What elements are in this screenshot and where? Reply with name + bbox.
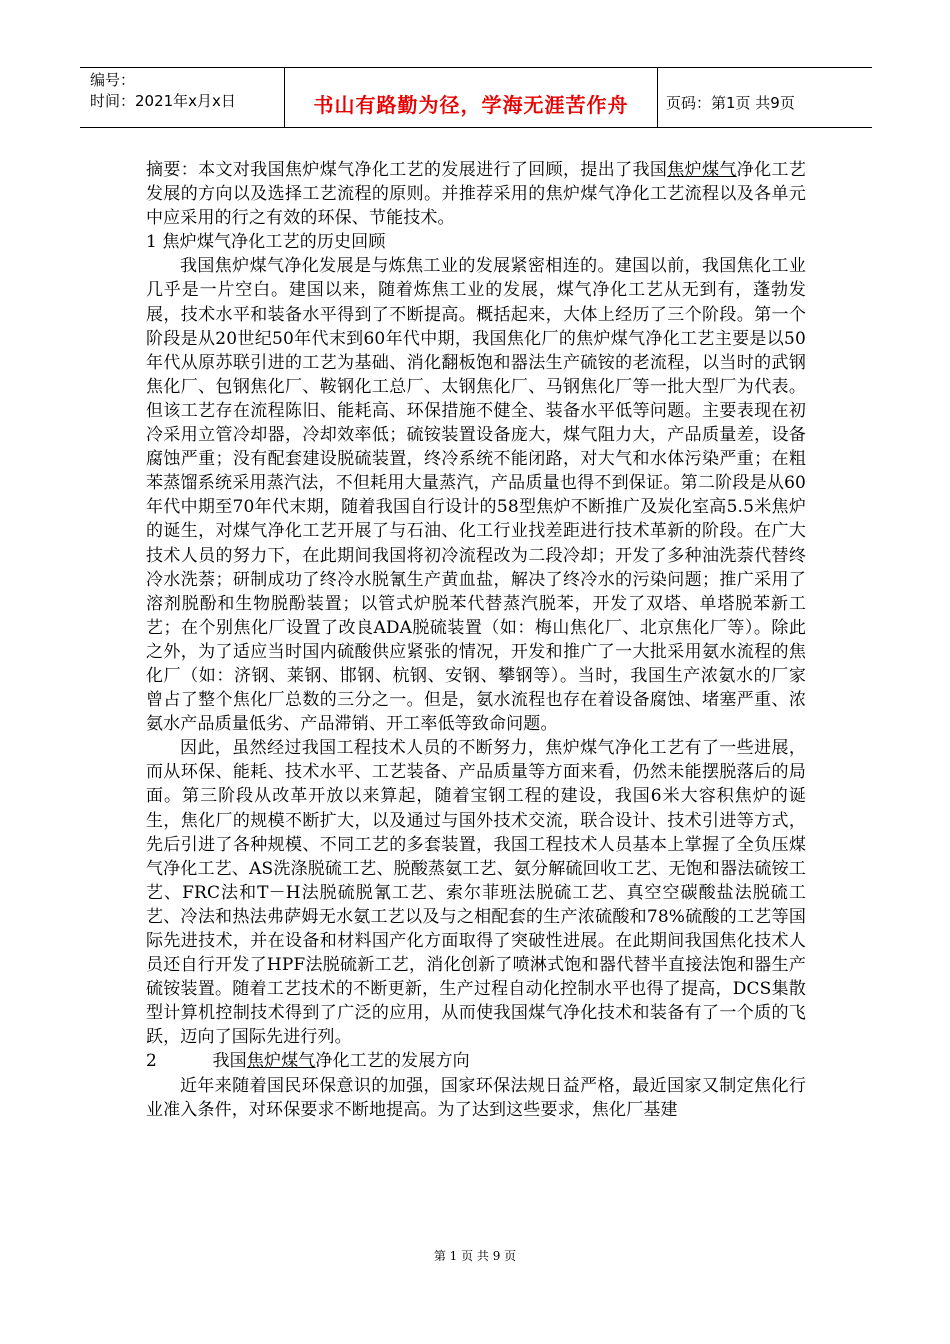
doc-number-label: 编号： xyxy=(90,71,136,89)
abstract-text-pre: 摘要：本文对我国焦炉煤气净化工艺的发展进行了回顾，提出了我国 xyxy=(146,160,668,180)
header-motto-cell xyxy=(285,68,658,127)
page-info: 页码：第1页 共9页 xyxy=(666,94,795,112)
header-left-cell xyxy=(80,68,285,127)
document-body xyxy=(146,158,806,1122)
section2-number: 2 xyxy=(146,1051,157,1072)
abstract-text-post: 净化工艺发展的方向以及选择工艺流程的原则。并推荐采用的焦炉煤气净化工艺流程以及各单元中应采用的行之有效的环保、节能技术。 xyxy=(146,160,806,229)
section1-paragraph-2: 因此，虽然经过我国工程技术人员的不断努力，焦炉煤气净化工艺有了一些进展，而从环保、能耗、技术水平、工艺装备、产品质量等方面来看，仍然未能摆脱落后的局面。第三阶段从改革开放以来算起，随着宝钢工程的建设，我国6米大容积焦炉的诞生，焦化厂的规模不断扩大，以及通过与国外技术交流，联合设计、技术引进等方式，先后引进了各种规模、不同工艺的多套装置，我国工程技术人员基本上掌握了全负压煤气净化工艺、AS洗涤脱硫工艺、脱酸蒸氨工艺、氨分解硫回收工艺、无饱和器法硫铵工艺、FRC法和T－H法脱硫脱氰工艺、索尔菲班法脱硫工艺、真空空碳酸盐法脱硫工艺、冷法和热法弗萨姆无水氨工艺以及与之相配套的生产浓硫酸和78%硫酸的工艺等国际先进技术，并在设备和材料国产化方面取得了突破性进展。在此期间我国焦化技术人员还自行开发了HPF法脱硫新工艺，消化创新了喷淋式饱和器代替半直接法饱和器生产硫铵装置。随着工艺技术的不断更新，生产过程自动化控制水平也得了提高，DCS集散型计算机控制技术得到了广泛的应用，从而使我国煤气净化技术和装备有了一个质的飞跃，迈向了国际先进行列。 xyxy=(146,738,806,1048)
section2-heading xyxy=(146,1049,806,1073)
page-footer: 第 1 页 共 9 页 xyxy=(433,1249,517,1263)
section2-paragraph-1: 近年来随着国民环保意识的加强，国家环保法规日益严格，最近国家又制定焦化行业准入条件，对环保要求不断地提高。为了达到这些要求，焦化厂基建 xyxy=(146,1075,806,1120)
abstract-underlined-term: 焦炉煤气 xyxy=(667,160,737,180)
section2-heading-post: 净化工艺的发展方向 xyxy=(315,1051,470,1072)
section2-heading-underlined: 焦炉煤气 xyxy=(246,1051,316,1072)
date-line: 时间：2021年x月x日 xyxy=(90,92,236,110)
section2-heading-pre: 我国 xyxy=(212,1051,247,1072)
page-header xyxy=(80,67,872,128)
abstract-paragraph xyxy=(146,158,806,230)
motto: 书山有路勤为径，学海无涯苦作舟 xyxy=(313,93,629,117)
section1-heading: 1 焦炉煤气净化工艺的历史回顾 xyxy=(146,232,386,253)
section1-paragraph-1: 我国焦炉煤气净化发展是与炼焦工业的发展紧密相连的。建国以前，我国焦化工业几乎是一片空白。建国以来，随着炼焦工业的发展，煤气净化工艺从无到有，蓬勃发展，技术水平和装备水平得到了不断提高。概括起来，大体上经历了三个阶段。第一个阶段是从20世纪50年代末到60年代中期，我国焦化厂的焦炉煤气净化工艺主要是以50年代从原苏联引进的工艺为基础、消化翻板饱和器法生产硫铵的老流程，以当时的武钢焦化厂、包钢焦化厂、鞍钢化工总厂、太钢焦化厂、马钢焦化厂等一批大型厂为代表。但该工艺存在流程陈旧、能耗高、环保措施不健全、装备水平低等问题。主要表现在初冷采用立管冷却器，冷却效率低；硫铵装置设备庞大，煤气阻力大，产品质量差，设备腐蚀严重；没有配套建设脱硫装置，终冷系统不能闭路，对大气和水体污染严重；在粗苯蒸馏系统采用蒸汽法，不但耗用大量蒸汽，产品质量也得不到保证。第二阶段是从60年代中期至70年代末期，随着我国自行设计的58型焦炉不断推广及炭化室高5.5米焦炉的诞生，对煤气净化工艺开展了与石油、化工行业找差距进行技术革新的阶段。在广大技术人员的努力下，在此期间我国将初冷流程改为二段冷却；开发了多种油洗萘代替终冷水洗萘；研制成功了终冷水脱氰生产黄血盐，解决了终冷水的污染问题；推广采用了溶剂脱酚和生物脱酚装置；以管式炉脱苯代替蒸汽脱苯，开发了双塔、单塔脱苯新工艺；在个别焦化厂设置了改良ADA脱硫装置（如：梅山焦化厂、北京焦化厂等）。除此之外，为了适应当时国内硫酸供应紧张的情况，开发和推广了一大批采用氨水流程的焦化厂（如：济钢、莱钢、邯钢、杭钢、安钢、攀钢等）。当时，我国生产浓氨水的厂家曾占了整个焦化厂总数的三分之一。但是，氨水流程也存在着设备腐蚀、堵塞严重、浓氨水产品质量低劣、产品滞销、开工率低等致命问题。 xyxy=(146,256,806,735)
header-page-cell xyxy=(658,68,872,127)
